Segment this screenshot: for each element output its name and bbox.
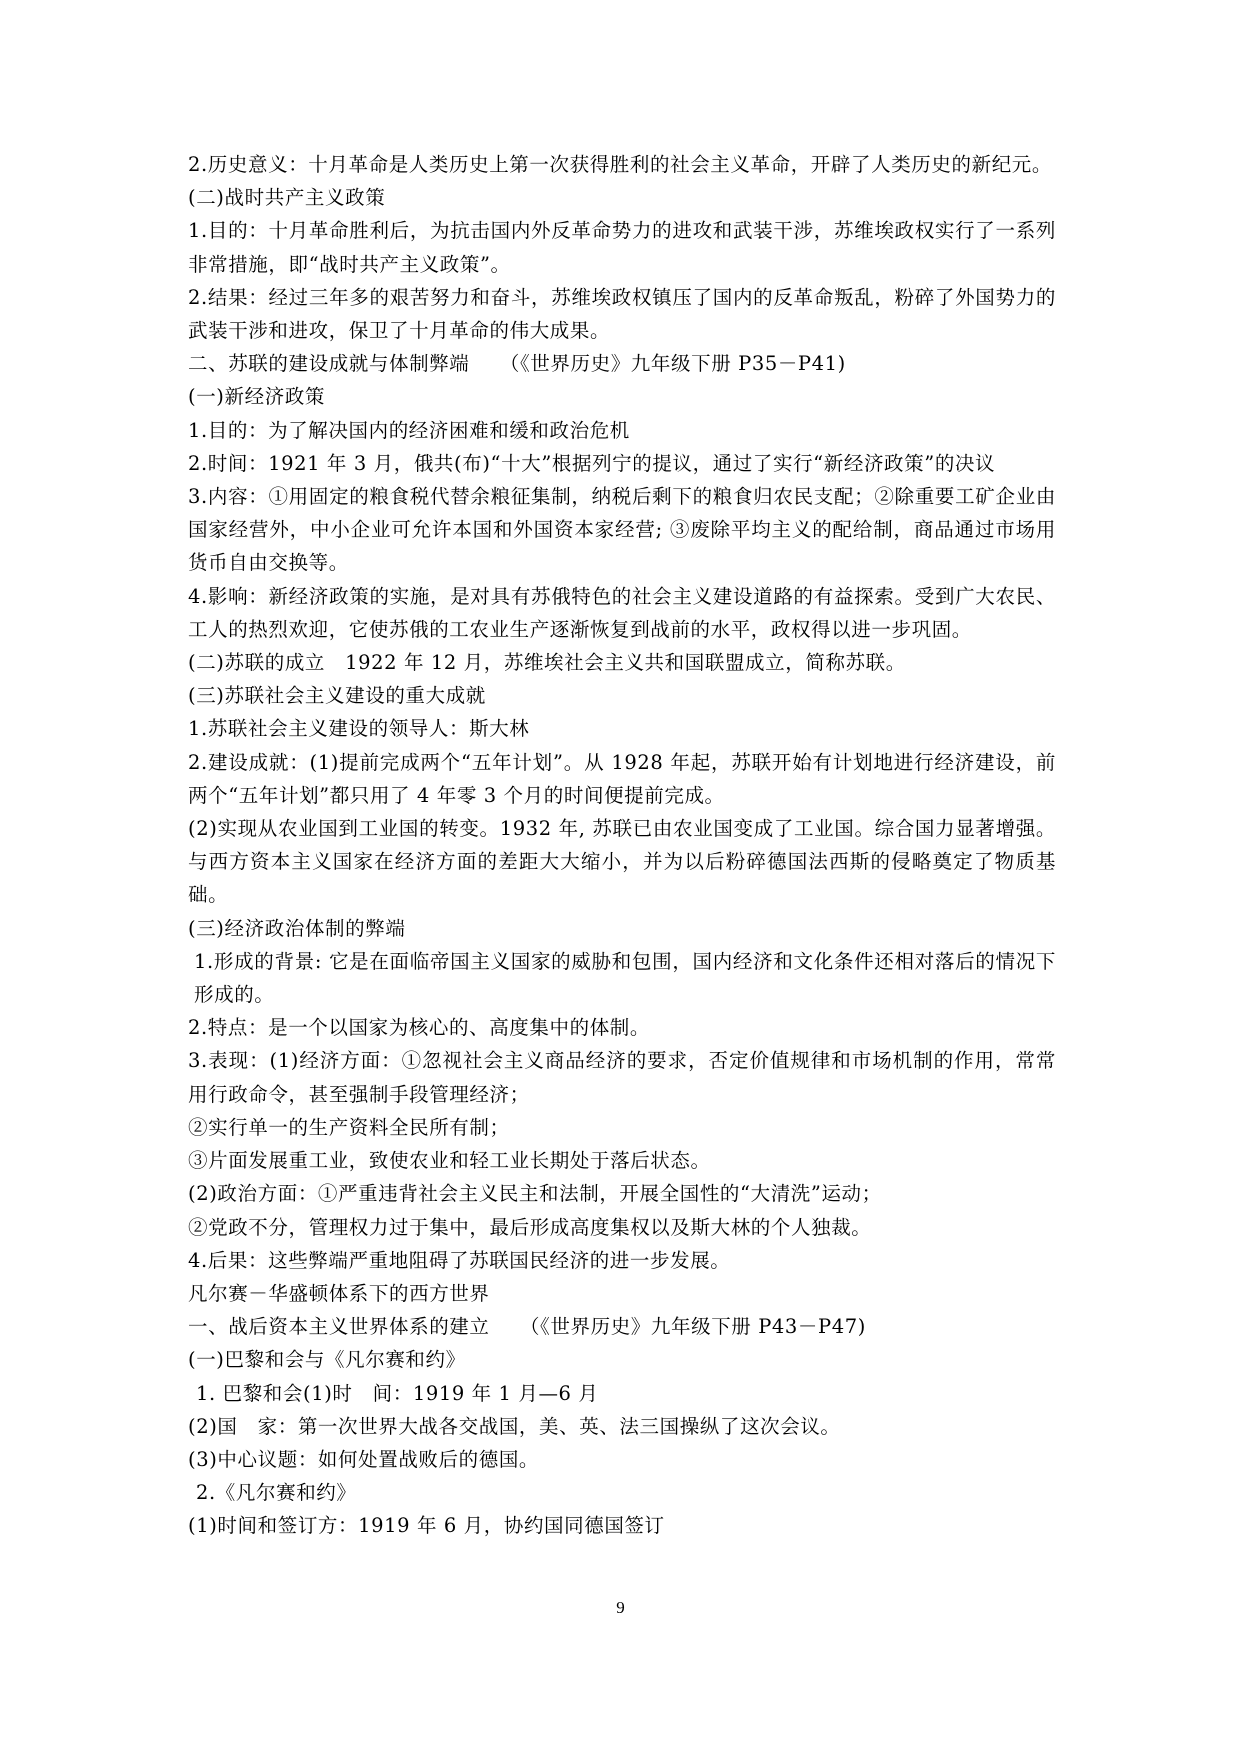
text-line: (3)中心议题：如何处置战败后的德国。 bbox=[188, 1447, 540, 1471]
text-line: (1)时间和签订方：1919 年 6 月，协约国同德国签订 bbox=[188, 1514, 665, 1538]
text-line: 2.建设成就：(1)提前完成两个“五年计划”。从 1928 年起，苏联开始有计划地进行经济建设，前两个“五年计划”都只用了 4 年零 3 个月的时间便提前完成。 bbox=[188, 750, 1056, 807]
text-line: 1.苏联社会主义建设的领导人：斯大林 bbox=[188, 717, 530, 741]
text-line: 1.目的：十月革命胜利后，为抗击国内外反革命势力的进攻和武装干涉，苏维埃政权实行了一系列非常措施，即“战时共产主义政策”。 bbox=[188, 219, 1056, 276]
text-line: ③片面发展重工业，致使农业和轻工业长期处于落后状态。 bbox=[188, 1149, 711, 1173]
text-line: (三)苏联社会主义建设的重大成就 bbox=[188, 684, 486, 708]
document-body bbox=[188, 148, 1056, 1543]
text-line: 1.目的：为了解决国内的经济困难和缓和政治危机 bbox=[188, 418, 630, 442]
text-line: 3.表现：(1)经济方面：①忽视社会主义商品经济的要求，否定价值规律和市场机制的作用，常常用行政命令，甚至强制手段管理经济； bbox=[188, 1049, 1056, 1106]
text-line: ②实行单一的生产资料全民所有制； bbox=[188, 1115, 510, 1139]
text-line: 2.历史意义：十月革命是人类历史上第一次获得胜利的社会主义革命，开辟了人类历史的新纪元。 bbox=[188, 153, 1053, 176]
text-line: (一)巴黎和会与《凡尔赛和约》 bbox=[188, 1348, 466, 1372]
page-number: 9 bbox=[616, 1598, 625, 1617]
chapter-heading: 凡尔赛－华盛顿体系下的西方世界 bbox=[188, 1281, 490, 1305]
text-line: (二)苏联的成立 1922 年 12 月，苏维埃社会主义共和国联盟成立，简称苏联。 bbox=[188, 651, 906, 675]
text-line: 1. 巴黎和会(1)时 间：1919 年 1 月—6 月 bbox=[196, 1381, 599, 1405]
text-line: (三)经济政治体制的弊端 bbox=[188, 916, 406, 940]
section-heading: 二、苏联的建设成就与体制弊端 （《世界历史》九年级下册 P35－P41) bbox=[188, 352, 846, 376]
text-line: 1.形成的背景: 它是在面临帝国主义国家的威胁和包围，国内经济和文化条件还相对落后的情况下形成的。 bbox=[194, 949, 1056, 1007]
text-line: 3.内容：①用固定的粮食税代替余粮征集制，纳税后剩下的粮食归农民支配；②除重要工矿企业由国家经营外，中小企业可允许本国和外国资本家经营; ③废除平均主义的配给制，商品通过市场用货币自由交换等。 bbox=[188, 485, 1056, 575]
text-line: (2)政治方面：①严重违背社会主义民主和法制，开展全国性的“大清洗”运动； bbox=[188, 1182, 882, 1206]
text-line: 2.特点：是一个以国家为核心的、高度集中的体制。 bbox=[188, 1016, 651, 1040]
text-line: (2)实现从农业国到工业国的转变。1932 年, 苏联已由农业国变成了工业国。综合国力显著增强。与西方资本主义国家在经济方面的差距大大缩小，并为以后粉碎德国法西斯的侵略奠定了物质基础。 bbox=[188, 817, 1056, 907]
text-line: (2)国 家：第一次世界大战各交战国，美、英、法三国操纵了这次会议。 bbox=[188, 1414, 841, 1438]
text-line: 2.《凡尔赛和约》 bbox=[196, 1481, 357, 1505]
text-line: (一)新经济政策 bbox=[188, 385, 326, 409]
text-line: (二)战时共产主义政策 bbox=[188, 186, 386, 210]
section-heading: 一、战后资本主义世界体系的建立 （《世界历史》九年级下册 P43－P47) bbox=[188, 1315, 866, 1339]
text-line: ②党政不分，管理权力过于集中，最后形成高度集权以及斯大林的个人独裁。 bbox=[188, 1215, 872, 1239]
text-line: 2.结果：经过三年多的艰苦努力和奋斗，苏维埃政权镇压了国内的反革命叛乱，粉碎了外国势力的武装干涉和进攻，保卫了十月革命的伟大成果。 bbox=[188, 285, 1056, 343]
text-line: 2.时间：1921 年 3 月，俄共(布)“十大”根据列宁的提议，通过了实行“新经济政策”的决议 bbox=[188, 451, 996, 475]
text-line: 4.后果：这些弊端严重地阻碍了苏联国民经济的进一步发展。 bbox=[188, 1248, 731, 1272]
text-line: 4.影响：新经济政策的实施，是对具有苏俄特色的社会主义建设道路的有益探索。受到广大农民、工人的热烈欢迎，它使苏俄的工农业生产逐渐恢复到战前的水平，政权得以进一步巩固。 bbox=[188, 584, 1056, 641]
